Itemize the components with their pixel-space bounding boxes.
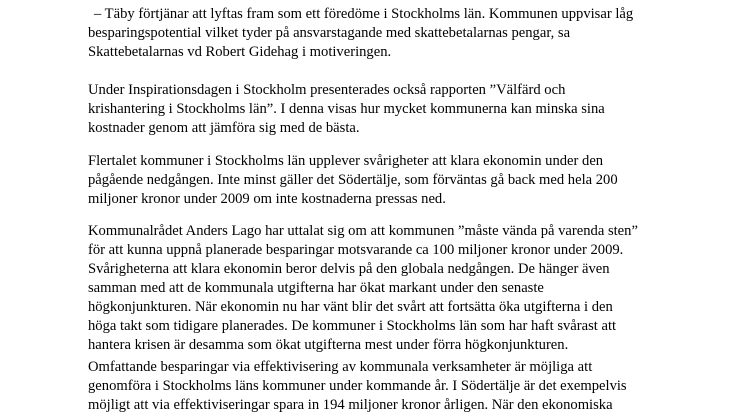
text-line: för att kunna uppnå planerade besparingar motsvarande ca 100 miljoner kronor under 2009. xyxy=(88,242,624,258)
text-line: möjligt att via effektiviseringar spara in 194 miljoner kronor årligen. När den ekonomiska xyxy=(88,397,613,413)
text-line: miljoner kronor under 2009 om inte kostnaderna pressas ned. xyxy=(88,191,446,207)
paragraph-anders-lago xyxy=(88,222,688,355)
text-line: samman med att de kommunala utgifterna har ökat markant under den senaste xyxy=(88,280,544,296)
text-line: Svårigheterna att klara ekonomin beror delvis på den globala nedgången. De hänger även xyxy=(88,261,610,277)
paragraph-taby-quote xyxy=(88,5,688,62)
text-line: krishantering i Stockholms län”. I denna visas hur mycket kommunerna kan minska sina xyxy=(88,101,605,117)
text-line: genomföra i Stockholms läns kommuner under kommande år. I Södertälje är det exempelvis xyxy=(88,378,627,394)
paragraph-inspirationsdagen xyxy=(88,81,688,138)
text-line: Skattebetalarnas vd Robert Gidehag i motiveringen. xyxy=(88,44,392,60)
text-line: Omfattande besparingar via effektivisering av kommunala verksamheter är möjliga att xyxy=(88,359,593,375)
text-line: Under Inspirationsdagen i Stockholm presenterades också rapporten ”Välfärd och xyxy=(88,82,566,98)
text-line: besparingspotential vilket tyder på ansvarstagande med skattebetalarnas pengar, sa xyxy=(88,25,571,41)
text-line: kostnader genom att jämföra sig med de bästa. xyxy=(88,120,360,136)
paragraph-flertalet-kommuner xyxy=(88,152,688,209)
text-line: hantera krisen är desamma som ökat utgifterna mest under förra högkonjunkturen. xyxy=(88,337,569,353)
text-line: Kommunalrådet Anders Lago har uttalat sig om att kommunen ”måste vända på varenda sten” xyxy=(88,223,638,239)
text-line: pågående nedgången. Inte minst gäller det Södertälje, som förväntas gå back med hela 200 xyxy=(88,172,618,188)
paragraph-omfattande-besparingar xyxy=(88,358,688,415)
text-line: höga takt som tidigare planerades. De kommuner i Stockholms län som har haft svårast att xyxy=(88,318,617,334)
text-line: högkonjunkturen. När ekonomin nu har vänt blir det svårt att fortsätta öka utgifterna i den xyxy=(88,299,613,315)
text-line: Flertalet kommuner i Stockholms län upplever svårigheter att klara ekonomin under den xyxy=(88,153,604,169)
text-line: – Täby förtjänar att lyftas fram som ett föredöme i Stockholms län. Kommunen uppvisar låg xyxy=(94,6,634,22)
